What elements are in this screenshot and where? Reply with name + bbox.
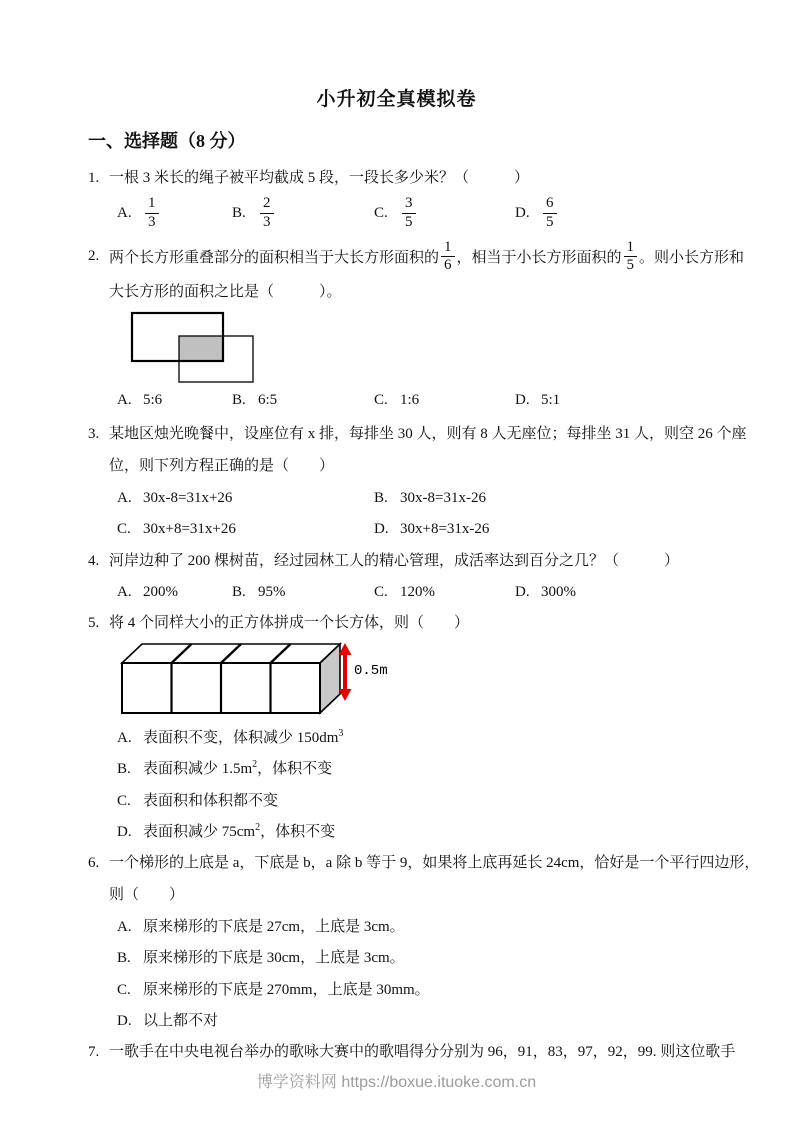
option-text: 1:6 [400,392,420,408]
q2-option-c [374,390,419,410]
option-label: D. [515,584,530,600]
q6-text: 一个梯形的上底是 a，下底是 b，a 除 b 等于 9，如果将上底再延长 24cm，恰好是一个平行四边形， [109,855,760,871]
q4-option-a [117,582,178,602]
q3-option-b [374,488,486,508]
q6-option-c [117,980,430,1000]
q1-option-b [232,192,276,234]
option-superscript: 2 [252,759,258,770]
overlap-region [179,336,223,361]
option-label: A. [117,730,132,746]
q4-option-d [515,582,576,602]
option-label: C. [374,584,388,600]
fraction-denominator: 5 [405,213,413,230]
option-label: C. [117,982,131,998]
q6-number: 6. [88,855,100,871]
option-label: B. [117,761,131,777]
option-text: 以上都不对 [143,1013,219,1029]
fraction [543,195,557,231]
option-label: D. [515,205,530,221]
q2-text-after: 。则小长方形和 [639,250,745,267]
option-label: D. [374,521,389,537]
fraction-denominator: 3 [148,213,156,230]
fraction-numerator: 2 [260,195,274,213]
fraction-denominator: 5 [546,213,554,230]
fraction-numerator: 6 [543,195,557,213]
option-text: 原来梯形的下底是 270mm，上底是 30mm。 [143,982,430,998]
q2-text-mid: ，相当于小长方形面积的 [456,250,622,267]
q5-text: 将 4 个同样大小的正方体拼成一个长方体，则（ ） [109,615,470,631]
q5-option-a [117,728,343,748]
option-label: C. [117,521,131,537]
option-text: 200% [143,584,178,600]
option-label: A. [117,392,132,408]
q5-option-b [117,759,332,779]
fraction [402,195,416,231]
option-superscript: 2 [255,822,261,833]
q2-option-b [232,390,277,410]
fraction [260,195,274,231]
option-text: 6:5 [258,392,278,408]
option-text: 95% [258,584,286,600]
option-label: B. [374,490,388,506]
q1-option-c [374,192,418,234]
option-label: D. [117,824,132,840]
q2-text-before: 两个长方形重叠部分的面积相当于大长方形面积的 [109,250,440,267]
fraction [441,239,455,275]
q6-stem-line2: 则（ ） [109,887,185,903]
q7-stem [88,1042,735,1062]
height-dimension-label: 0.5m [354,663,388,679]
q4-text: 河岸边种了 200 棵树苗，经过园林工人的精心管理，成活率达到百分之几？（ ） [109,553,680,569]
fraction-numerator: 1 [145,195,159,213]
option-label: C. [117,793,131,809]
option-text: 原来梯形的下底是 27cm，上底是 3cm。 [143,919,405,935]
option-text: 表面积减少 1.5m [143,761,253,777]
option-text: 表面积减少 75cm [143,824,256,840]
overlap-rectangles-figure [130,310,260,388]
q3-number: 3. [88,426,100,442]
fraction-numerator: 1 [441,239,455,257]
option-text: 原来梯形的下底是 30cm，上底是 3cm。 [143,950,405,966]
option-text: 表面积不变，体积减少 150dm [143,730,339,746]
fraction-numerator: 3 [402,195,416,213]
option-text: 300% [541,584,576,600]
q2-number: 2. [88,248,100,265]
option-text: 5:6 [143,392,163,408]
option-label: C. [374,205,388,221]
page-title: 小升初全真模拟卷 [316,89,477,110]
option-label: B. [232,392,246,408]
option-text-post: ，体积不变 [257,761,333,777]
fraction-denominator: 3 [263,213,271,230]
height-arrow-head-bottom [339,689,352,701]
option-label: A. [117,584,132,600]
fraction-denominator: 6 [444,257,452,274]
q1-stem [88,168,529,188]
option-text: 30x+8=31x+26 [143,521,236,537]
q5-number: 5. [88,615,100,631]
option-label: B. [232,205,246,221]
q1-number: 1. [88,170,100,186]
q2-stem-line2: 大长方形的面积之比是（ ）。 [109,284,342,300]
option-text-post: ，体积不变 [260,824,336,840]
option-text: 表面积和体积都不变 [143,793,279,809]
q5-stem [88,613,469,633]
option-text: 5:1 [541,392,561,408]
q5-option-d [117,822,335,842]
option-text: 120% [400,584,435,600]
footer-site-link[interactable]: 博学资料网 https://boxue.ituoke.com.cn [256,1074,537,1091]
q3-stem-line1 [88,424,747,444]
q3-option-a [117,488,232,508]
fraction-numerator: 1 [624,239,638,257]
option-text: 30x-8=31x-26 [400,490,486,506]
q3-option-d [374,519,489,539]
option-text: 30x+8=31x-26 [400,521,490,537]
option-label: B. [117,950,131,966]
q6-option-b [117,948,405,968]
section-heading: 一、选择题（8 分） [88,131,246,151]
option-label: D. [515,392,530,408]
q7-text: 一歌手在中央电视台举办的歌咏大赛中的歌唱得分分别为 96，91，83，97，92，99. 则这位歌手 [109,1044,736,1060]
footer-watermark [0,1069,793,1092]
option-label: A. [117,919,132,935]
option-label: A. [117,205,132,221]
q3-text: 某地区烛光晚餐中，设座位有 x 排，每排坐 30 人，则有 8 人无座位；每排坐 31 人，则空 26 个座 [109,426,747,442]
q1-text: 一根 3 米长的绳子被平均截成 5 段，一段长多少米？（ ） [109,170,530,186]
option-superscript: 3 [338,728,344,739]
q4-number: 4. [88,553,100,569]
q2-option-d [515,390,560,410]
q6-option-a [117,917,405,937]
q6-stem-line1 [88,853,759,873]
fraction [145,195,159,231]
q7-number: 7. [88,1044,100,1060]
q1-option-d [515,192,559,234]
q3-stem-line2: 位，则下列方程正确的是（ ） [109,458,335,474]
option-label: D. [117,1013,132,1029]
q4-stem [88,551,679,571]
option-label: B. [232,584,246,600]
q4-option-b [232,582,286,602]
q2-stem-line1 [88,239,744,275]
option-label: C. [374,392,388,408]
option-label: A. [117,490,132,506]
cuboid-figure [118,642,408,722]
q6-option-d [117,1011,218,1031]
q5-option-c [117,791,278,811]
q1-option-a [117,192,161,234]
q4-option-c [374,582,435,602]
option-text: 30x-8=31x+26 [143,490,233,506]
q3-option-c [117,519,236,539]
fraction [624,239,638,275]
q2-option-a [117,390,162,410]
fraction-denominator: 5 [626,257,635,274]
